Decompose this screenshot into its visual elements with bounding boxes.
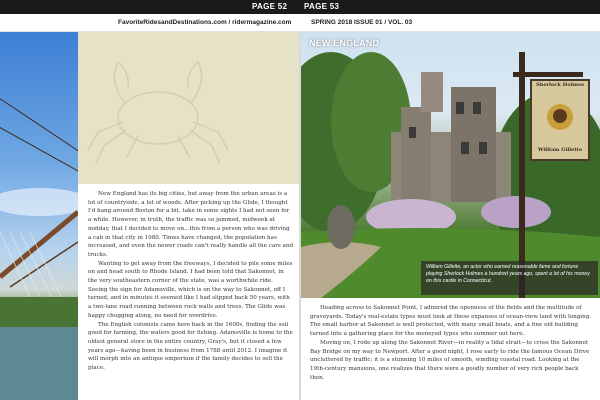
page-navigation-bar <box>0 0 600 14</box>
paragraph: New England has its big cities, but away from the urban areas is a lot of countryside, a lot of woods. After picking up the Glide, I thought I'd hang around Boston for a bit, take in some sights I had not seen for a while. However, in truth, the traffic was so jammed, midweek at midday, that I decided to move on...this from a person who was driving a cab in that city in 1980. Times have changed, the population has increased, and even the newer roads can't really handle all the cars and trucks. <box>88 191 294 258</box>
page-53-tab[interactable]: PAGE 53 <box>304 2 340 11</box>
section-label: NEW ENGLAND <box>309 38 380 48</box>
sign-bottom-text: William Gillette <box>537 147 583 153</box>
paragraph: Moving on, I rode up along the Sakonnet River—in reality a tidal strait—to cross the Sakonnet Bay Bridge on my way to Newport. After a good night, I rose early to ride the famous Ocean Drive uncluttered by traffic; it is a stunning 10 miles of smooth, winding coastal road. Looking at the 19th-century mansions, one realizes that there were a goodly number of very rich people back then. <box>310 339 590 381</box>
crab-illustration-panel <box>78 32 299 184</box>
running-header <box>0 14 600 32</box>
website-credit: FavoriteRidesandDestinations.com / ridermagazine.com <box>118 19 292 26</box>
left-article-column <box>88 190 294 373</box>
paragraph: Wanting to get away from the freeways, I decided to pile some miles on and head south to Rhode Island. I had been told that Sakonnet, in the very southeastern corner of the state, was a worthwhile ride. Seeing the sign for Adamsville, which is on the way to Sakonnet, off I turned, and in minutes it seemed like I had slipped back 50 years, with a two-lane road running between rock walls and trees. The Glide was happy chugging along, no need for overdrive. <box>88 260 293 319</box>
magazine-spread <box>0 14 600 400</box>
issue-info: SPRING 2018 ISSUE 01 / VOL. 03 <box>311 19 413 26</box>
castle-photo <box>301 32 600 298</box>
photo-caption: William Gillette, an actor who earned reasonable fame and fortune playing Sherlock Holmes a hundred years ago, spent a lot of his money on this castle in Connecticut. <box>421 261 598 295</box>
sign-top-text: Sherlock Holmes <box>536 82 584 88</box>
paragraph: Heading across to Sakonnet Point, I admired the openness of the fields and the multitude of graveyards. Today's real-estate types must look at these expanses of ocean-view land with longing. The small harbor at Sakonnet is well protected, with many small boats, and a fine old building turned into a gathering place for the moneyed types who summer out here. <box>310 305 592 338</box>
crab-icon <box>78 32 299 184</box>
sailboat-photo <box>0 32 78 400</box>
right-article-column <box>310 304 592 382</box>
page-52-tab[interactable]: PAGE 52 <box>252 2 288 11</box>
paragraph: The English colonists came here back in the 1600s, finding the soil good for farming, the waters good for fishing. Adamsville is home to the oldest general store in the entire country, Gray's, but it closed a few years ago—having been in business from 1788 until 2012. I imagine it will morph into an antique emporium if the family decides to sell the place. <box>88 321 293 372</box>
